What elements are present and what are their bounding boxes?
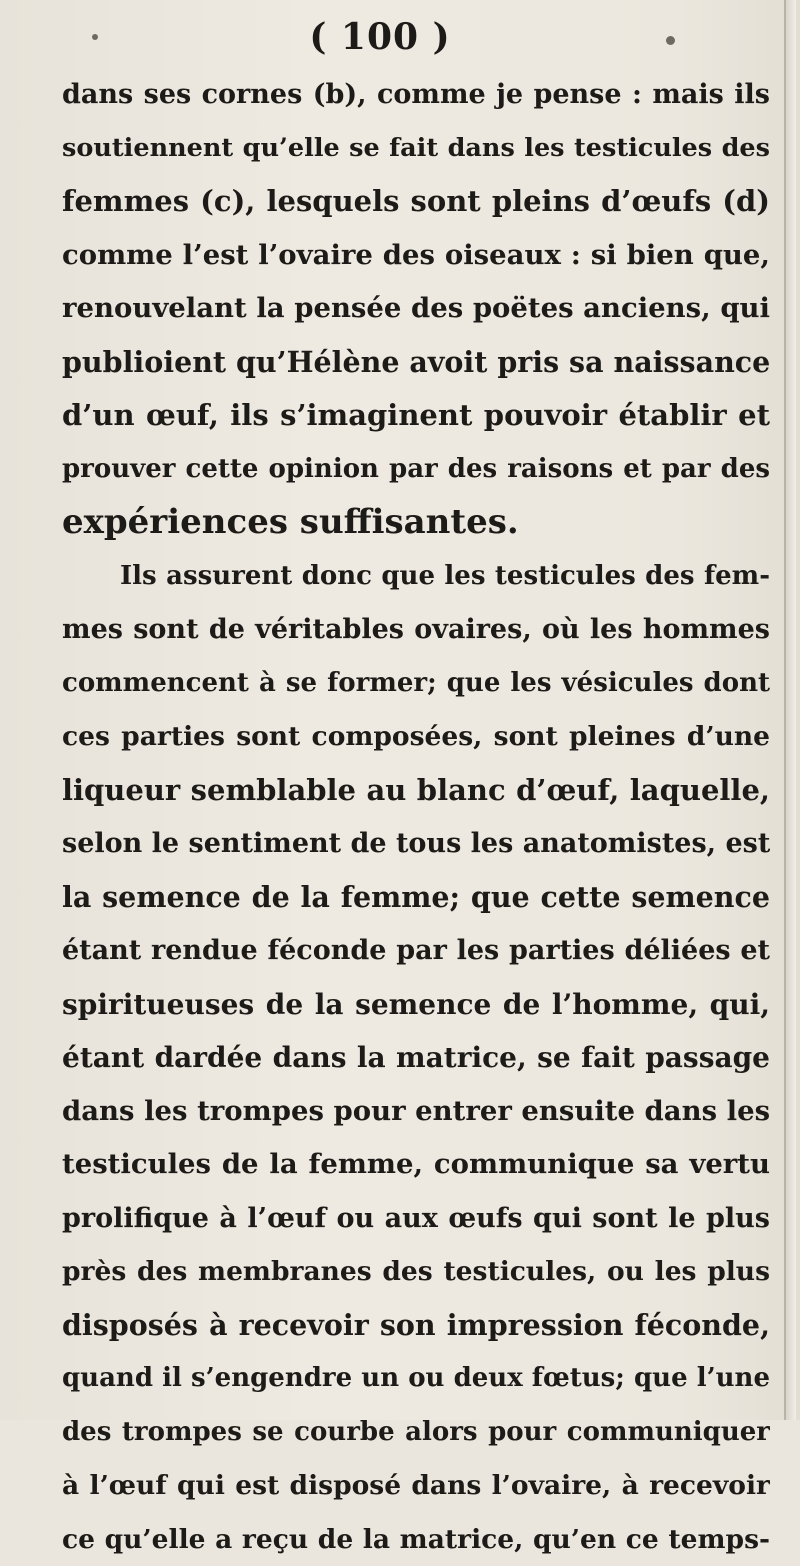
text-line: ce qu’elle a reçu de la matrice, qu’en ce temps- xyxy=(62,1513,770,1566)
text-line: dans les trompes pour entrer ensuite dans les xyxy=(62,1085,770,1139)
text-line: dans ses cornes (b), comme je pense : mais ils xyxy=(62,68,770,122)
text-line: commencent à se former; que les vésicules dont xyxy=(62,657,770,711)
text-line: étant rendue féconde par les parties déliées et xyxy=(62,924,770,978)
text-line: femmes (c), lesquels sont pleins d’œufs (d) xyxy=(62,175,770,229)
text-line: soutiennent qu’elle se fait dans les testicules des xyxy=(62,122,770,176)
text-line: selon le sentiment de tous les anatomistes, est xyxy=(62,817,770,871)
text-line: disposés à recevoir son impression féconde, xyxy=(62,1299,770,1353)
text-line: comme l’est l’ovaire des oiseaux : si bien que, xyxy=(62,229,770,283)
text-line: spiritueuses de la semence de l’homme, qui, xyxy=(62,978,770,1032)
text-line: prolifique à l’œuf ou aux œufs qui sont le plus xyxy=(62,1192,770,1246)
text-line: testicules de la femme, communique sa vertu xyxy=(62,1138,770,1192)
text-line: quand il s’engendre un ou deux fœtus; que l’une xyxy=(62,1352,770,1406)
text-line: près des membranes des testicules, ou les plus xyxy=(62,1245,770,1299)
text-line: liqueur semblable au blanc d’œuf, laquelle, xyxy=(62,764,770,818)
page-edge xyxy=(784,0,796,1420)
body-text xyxy=(62,68,770,1566)
text-line: des trompes se courbe alors pour communiquer xyxy=(62,1406,770,1460)
text-line: à l’œuf qui est disposé dans l’ovaire, à recevoir xyxy=(62,1459,770,1513)
text-line: expériences suffisantes. xyxy=(62,496,770,550)
text-line: renouvelant la pensée des poëtes anciens, qui xyxy=(62,282,770,336)
text-line: prouver cette opinion par des raisons et par des xyxy=(62,443,770,497)
text-line: étant dardée dans la matrice, se fait passage xyxy=(62,1031,770,1085)
text-line: ces parties sont composées, sont pleines d’une xyxy=(62,710,770,764)
page-number: ( 100 ) xyxy=(0,16,760,58)
text-line: Ils assurent donc que les testicules des fem- xyxy=(62,550,770,604)
text-line: d’un œuf, ils s’imaginent pouvoir établir et xyxy=(62,389,770,443)
text-line: publioient qu’Hélène avoit pris sa naissance xyxy=(62,336,770,390)
text-line: mes sont de véritables ovaires, où les hommes xyxy=(62,603,770,657)
text-line: la semence de la femme; que cette semence xyxy=(62,871,770,925)
